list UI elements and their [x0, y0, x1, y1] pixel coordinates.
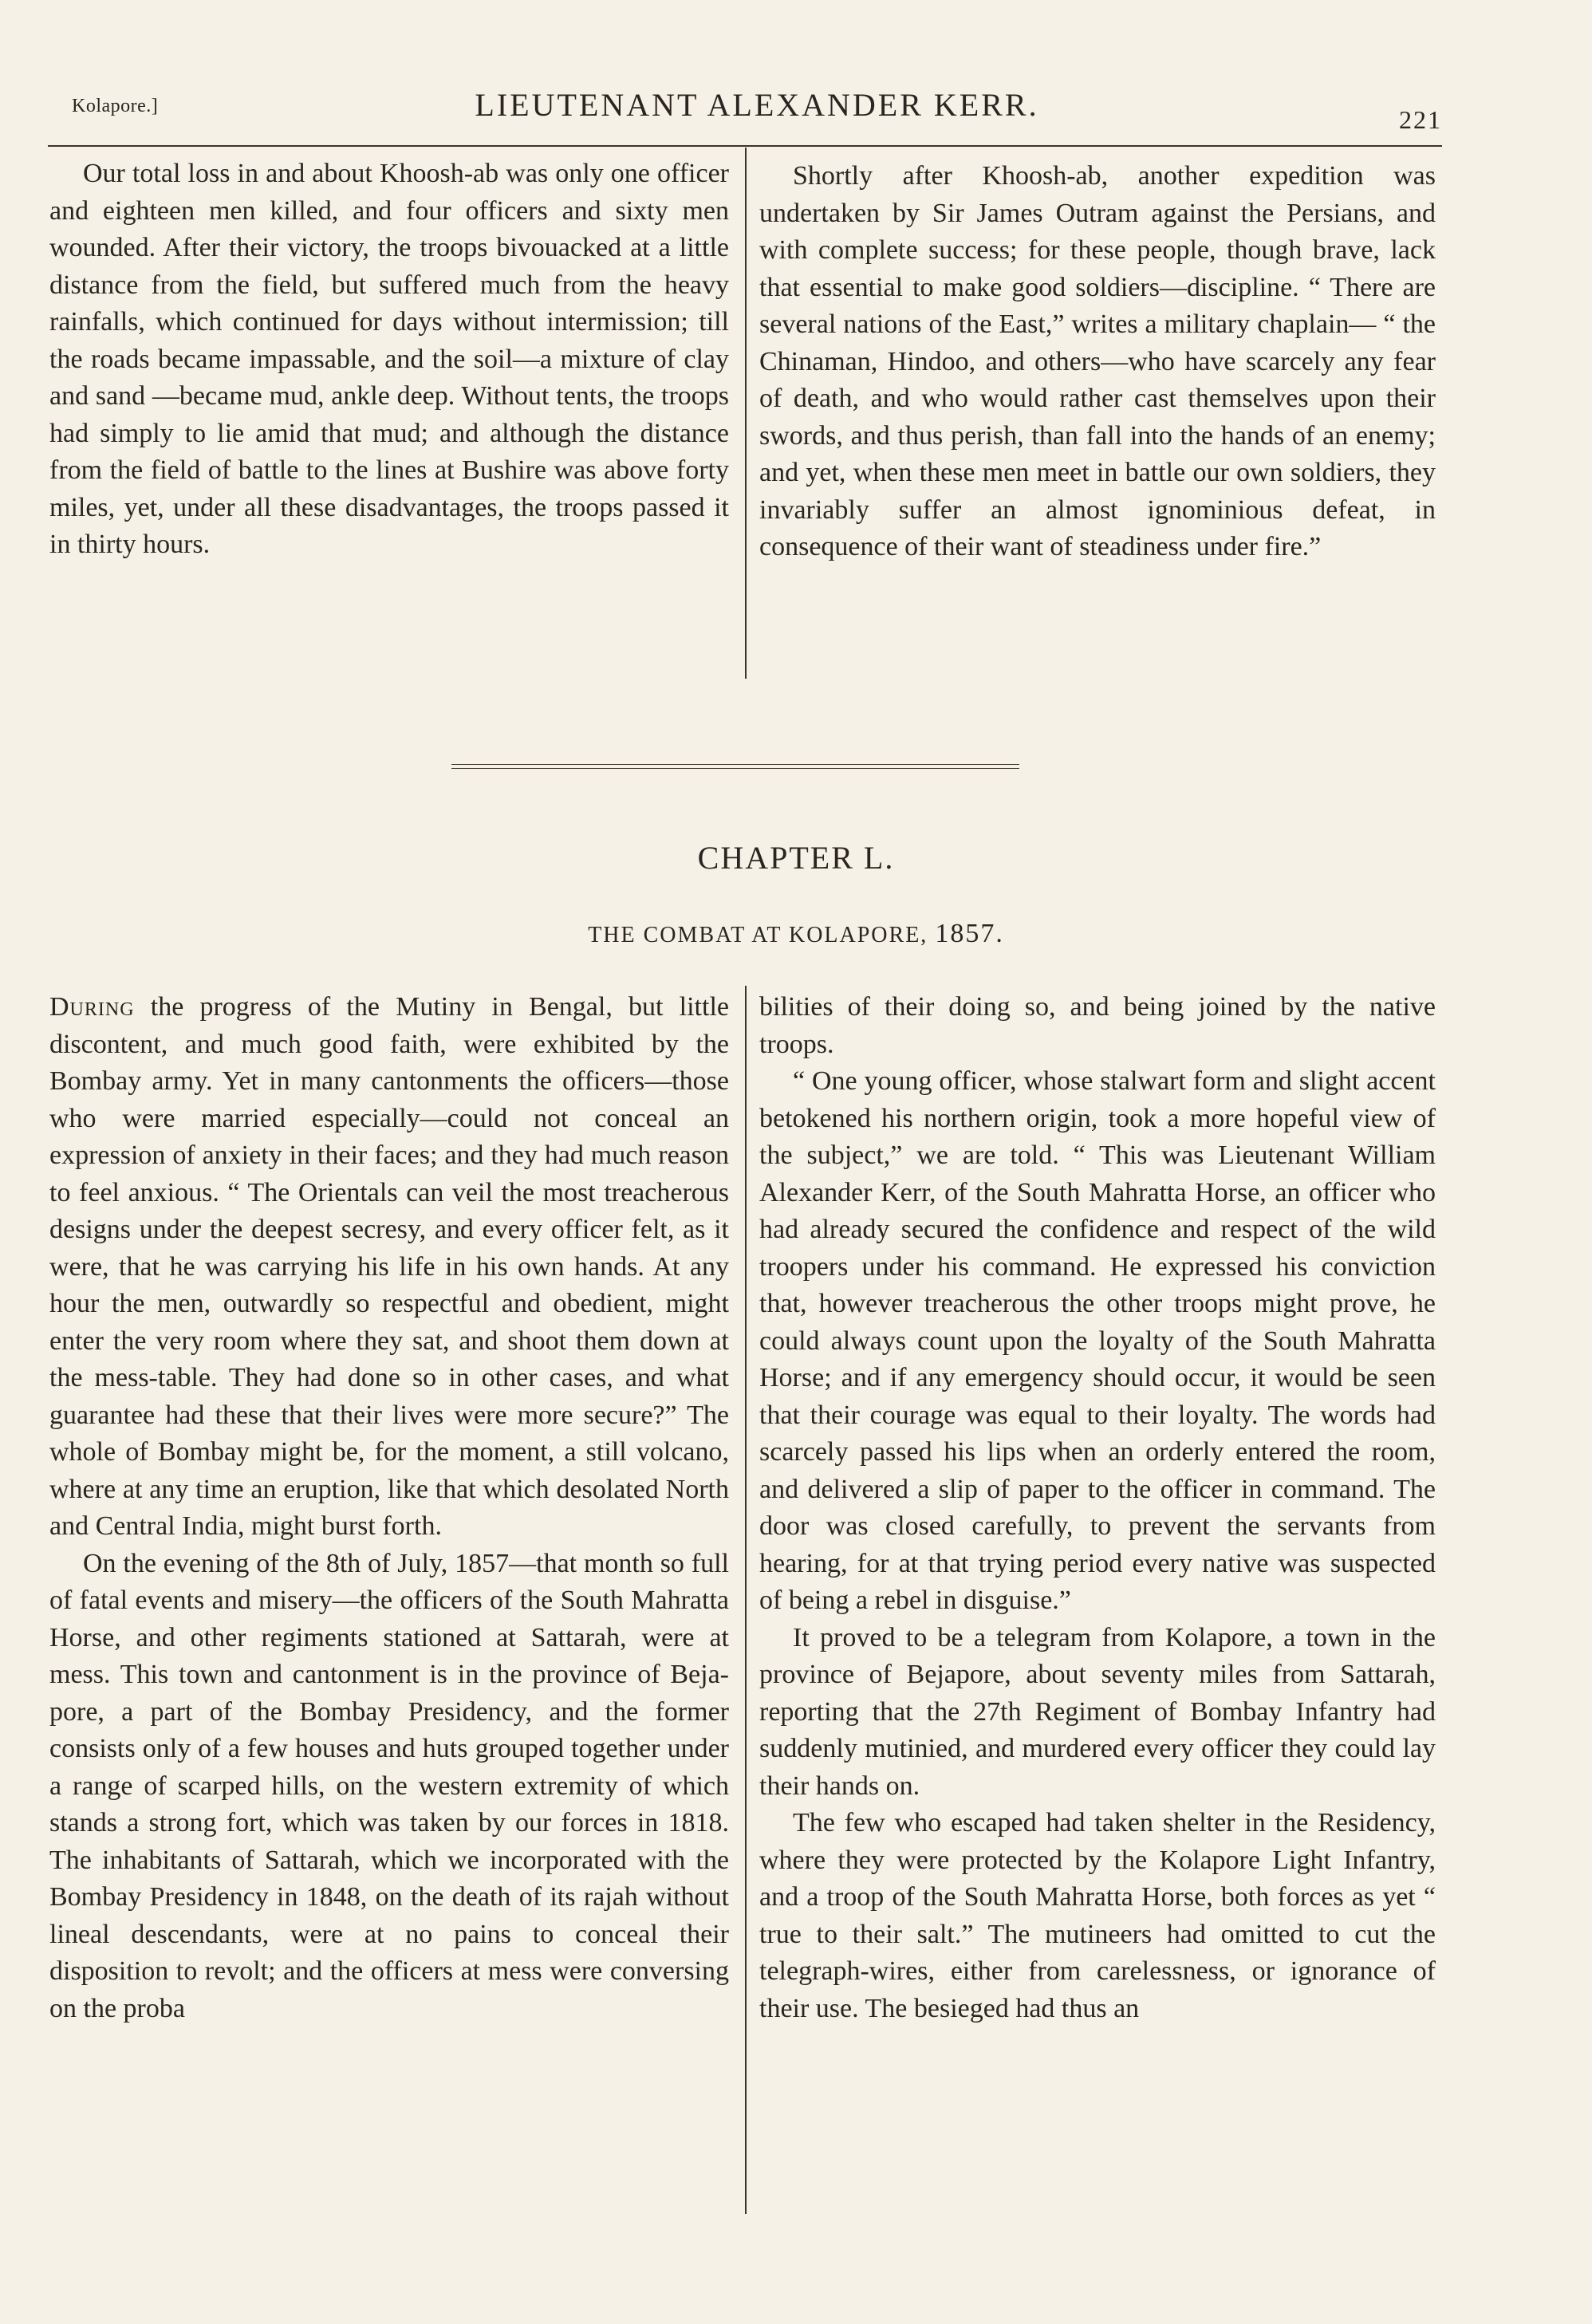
column-divider	[745, 986, 747, 2214]
column-divider	[745, 148, 747, 679]
page-number: 221	[1399, 105, 1442, 134]
paragraph: “ One young officer, whose stalwart form and slight accent betokened his northern origin, took a more hopeful view of the subject,” we are told. “ This was Lieutenant William Alexander Kerr, of the South Mahratta Horse, an officer who had already secured the confidence and respect of the wild troopers under his command. He expressed his conviction that, however treacherous the other troops might prove, he could always count upon the loyalty of the South Mahratta Horse; and if any emergency should occur, it would be seen that their courage was equal to their loyalty. The words had scarcely passed his lips when an orderly entered the room, and delivered a slip of paper to the officer in command. The door was closed carefully, to prevent the servants from hearing, for at that trying period every native was suspected of being a rebel in disguise.”	[759, 1066, 1436, 1615]
chapter-subtitle-text: THE COMBAT AT KOLAPORE,	[588, 923, 928, 947]
chapter-year: 1857.	[935, 919, 1004, 948]
top-right-column	[759, 158, 1436, 566]
paragraph: On the evening of the 8th of July, 1857—that month so full of fatal events and misery—the officers of the South Mahratta Horse, and other regiments stationed at Sattarah, were at mess. This town and cantonment is in the province of Bejapore, a part of the Bombay Presidency, and the former consists only of a few houses and huts grouped together under a range of scarped hills, on the western extremity of which stands a strong fort, which was taken by our forces in 1818. The inhabitants of Sattarah, which we incorporated with the Bombay Presidency in 1848, on the death of its rajah without lineal descendants, were at no pains to conceal their disposition to revolt; and the officers at mess were conversing on the proba	[49, 1548, 729, 2023]
chapter-title: CHAPTER L.	[697, 840, 895, 876]
body-right-column	[759, 989, 1436, 2027]
running-header	[72, 86, 1442, 142]
paragraph-text: the progress of the Mutiny in Bengal, but little discontent, and much good faith, were exhibited by the Bombay army. Yet in many cantonments the officers—those who were married especially—could not conceal an expression of anxiety in their faces; and they had much reason to feel anxious. “ The Orientals can veil the most treacherous designs under the deepest secresy, and every officer felt, as it were, that he was carrying his life in his own hands. At any hour the men, outwardly so respectful and obedient, might enter the very room where they sat, and shoot them down at the mess-table. They had done so in other cases, and what guarantee had these that their lives were more secure?” The whole of Bombay might be, for the moment, a still volcano, where at any time an eruption, like that which desolated North and Central India, might burst forth.	[49, 992, 729, 1541]
running-title: LIEUTENANT ALEXANDER KERR.	[475, 87, 1039, 123]
paragraph: bilities of their doing so, and being joined by the native troops.	[759, 992, 1436, 1059]
header-section-label: Kolapore.]	[72, 96, 159, 116]
paragraph	[49, 989, 729, 1546]
chapter-subtitle	[0, 919, 1592, 949]
top-left-column	[49, 156, 729, 564]
paragraph: It proved to be a telegram from Kolapore, a town in the province of Bejapore, about seventy miles from Sattarah, reporting that the 27th Regiment of Bombay Infantry had suddenly mutinied, and murdered every officer they could lay their hands on.	[759, 1622, 1436, 1801]
drop-word: During	[49, 992, 135, 1022]
paragraph: Our total loss in and about Khoosh-ab was only one officer and eighteen men killed, and four officers and sixty men wounded. After their victory, the troops bivouacked at a little distance from the field, but suffered much from the heavy rainfalls, which continued for days without intermission; till the roads became impassable, and the soil—a mixture of clay and sand —became mud, ankle deep. Without tents, the troops had simply to lie amid that mud; and although the distance from the field of battle to the lines at Bushire was above forty miles, yet, under all these disadvantages, the troops passed it in thirty hours.	[49, 159, 729, 559]
paragraph: The few who escaped had taken shelter in the Residency, where they were protected by the Kolapore Light Infantry, and a troop of the South Mahratta Horse, both forces as yet “ true to their salt.” The mutineers had omitted to cut the telegraph-wires, either from carelessness, or ignorance of their use. The besieged had thus an	[759, 1808, 1436, 2023]
paragraph: Shortly after Khoosh-ab, another expedition was undertaken by Sir James Outram against the Persians, and with complete success; for these people, though brave, lack that essential to make good soldiers—discipline. “ There are several nations of the East,” writes a military chaplain— “ the Chinaman, Hindoo, and others—who have scarcely any fear of death, and who would rather cast themselves upon their swords, and thus perish, than fall into the hands of an enemy; and yet, when these men meet in battle our own soldiers, they invariably suffer an almost ignominious defeat, in consequence of their want of steadiness under fire.”	[759, 161, 1436, 561]
body-left-column	[49, 989, 729, 2027]
header-rule	[48, 145, 1442, 147]
section-divider	[451, 764, 1019, 769]
